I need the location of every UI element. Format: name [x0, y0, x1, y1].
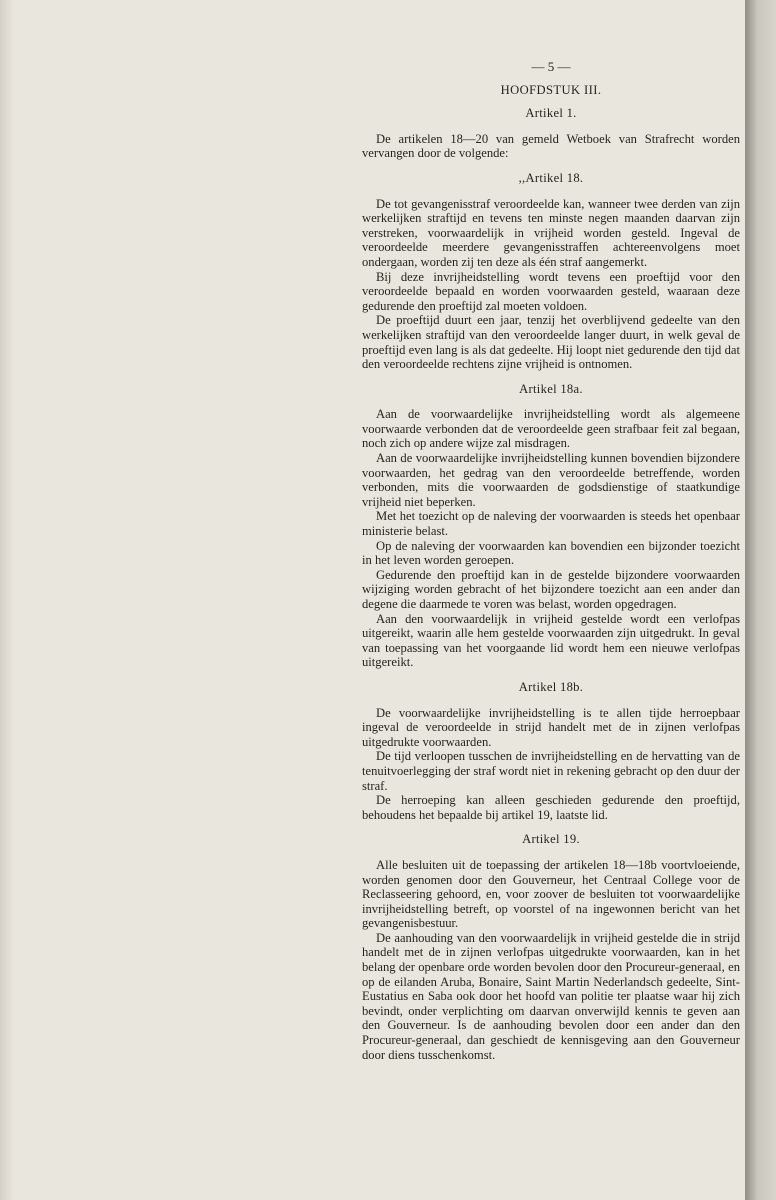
paragraph: De aanhouding van den voorwaardelijk in vrijheid gestelde die in strijd handelt met de in zijnen verlofpas uitgedrukte voorwaarden, kan in het belang der openbare orde worden bevolen door den Procureur-generaal, en op de eilanden Aruba, Bonaire, Saint Martin Nederlandsch gedeelte, Sint-Eustatius en Saba ook door het hoofd van politie ter plaatse waar hij zich bevindt, onder verplichting om daarvan onverwijld kennis te geven aan den Gouverneur. Is de aanhouding bevolen door een ander dan den Procureur-generaal, dan geschiedt de kennisgeving aan den Gouverneur door diens tusschenkomst. — [362, 930, 740, 1062]
paragraph: Aan de voorwaardelijke invrijheidstelling kunnen bovendien bijzondere voorwaarden, het gedrag van den veroordeelde betreffende, worden verbonden, mits die voorwaarden de godsdienstige of staatkundige vrijheid niet beperken. — [362, 451, 740, 509]
paragraph: Gedurende den proeftijd kan in de gestelde bijzondere voorwaarden wijziging worden gebracht of het bijzondere toezicht aan een ander dan degene die daarmede te voren was belast, worden opgedragen. — [362, 567, 740, 611]
paragraph: De voorwaardelijke invrijheidstelling is te allen tijde herroepbaar ingeval de veroordeelde in strijd handelt met de in zijnen verlofpas uitgedrukte voorwaarden. — [362, 705, 740, 749]
paragraph: Alle besluiten uit de toepassing der artikelen 18—18b voortvloeiende, worden genomen door den Gouverneur, het Centraal College voor de Reclasseering gehoord, en, voor zoover de besluiten tot voorwaardelijke invrijheidstelling betreft, op voorstel of na ingewonnen bericht van het gevangenisbestuur. — [362, 857, 740, 931]
text-column — [362, 60, 740, 1062]
paragraph: De proeftijd duurt een jaar, tenzij het overblijvend gedeelte van den werkelijken straftijd van den veroordeelde langer duurt, in welk geval de proeftijd even lang is als dat gedeelte. Hij loopt niet gedurende den tijd dat den veroordeelde rechtens zijne vrijheid is ontnomen. — [362, 313, 740, 372]
paragraph: De herroeping kan alleen geschieden gedurende den proeftijd, behoudens het bepaalde bij artikel 19, laatste lid. — [362, 793, 740, 822]
article-heading: ,,Artikel 18. — [518, 170, 584, 185]
paragraph: Met het toezicht op de naleving der voorwaarden is steeds het openbaar ministerie belast. — [362, 509, 740, 539]
page-edge — [745, 0, 776, 1200]
paragraph: De tot gevangenisstraf veroordeelde kan, wanneer twee derden van zijn werkelijken straftijd en tevens ten minste negen maanden daarvan zijn verstreken, voorwaardelijk in vrijheid worden gesteld. Ingeval de veroordeelde meerdere gevangenisstraffen achtereenvolgens moet ondergaan, worden zij ten deze als één straf aangemerkt. — [362, 196, 740, 269]
sections — [362, 106, 740, 1062]
paragraph: De artikelen 18—20 van gemeld Wetboek van Strafrecht worden vervangen door de volgende: — [362, 131, 740, 161]
paragraph: Aan den voorwaardelijk in vrijheid gestelde wordt een verlofpas uitgereikt, waarin alle hem gestelde voorwaarden zijn uitgedrukt. In geval van toepassing van het voorgaande lid wordt hem een nieuwe verlofpas uitgereikt. — [362, 611, 740, 670]
paragraph: Op de naleving der voorwaarden kan bovendien een bijzonder toezicht in het leven worden geroepen. — [362, 538, 740, 568]
chapter-title: HOOFDSTUK III. — [500, 82, 602, 97]
article-heading: Artikel 1. — [525, 106, 577, 121]
article-heading: Artikel 19. — [522, 832, 580, 847]
article-heading: Artikel 18a. — [519, 381, 583, 396]
paragraph: Bij deze invrijheidstelling wordt tevens een proeftijd voor den veroordeelde bepaald en worden voorwaarden gesteld, waaraan deze gedurende den proeftijd zal moeten voldoen. — [362, 269, 740, 313]
paragraph: Aan de voorwaardelijke invrijheidstelling wordt als algemeene voorwaarde verbonden dat de veroordeelde geen strafbaar feit zal begaan, noch zich op andere wijze zal misdragen. — [362, 407, 740, 451]
paragraph: De tijd verloopen tusschen de invrijheidstelling en de hervatting van de tenuitvoerlegging der straf wordt niet in rekening gebracht op den duur der straf. — [362, 749, 740, 793]
page-number: — 5 — — [531, 59, 571, 74]
article-heading: Artikel 18b. — [518, 679, 584, 694]
